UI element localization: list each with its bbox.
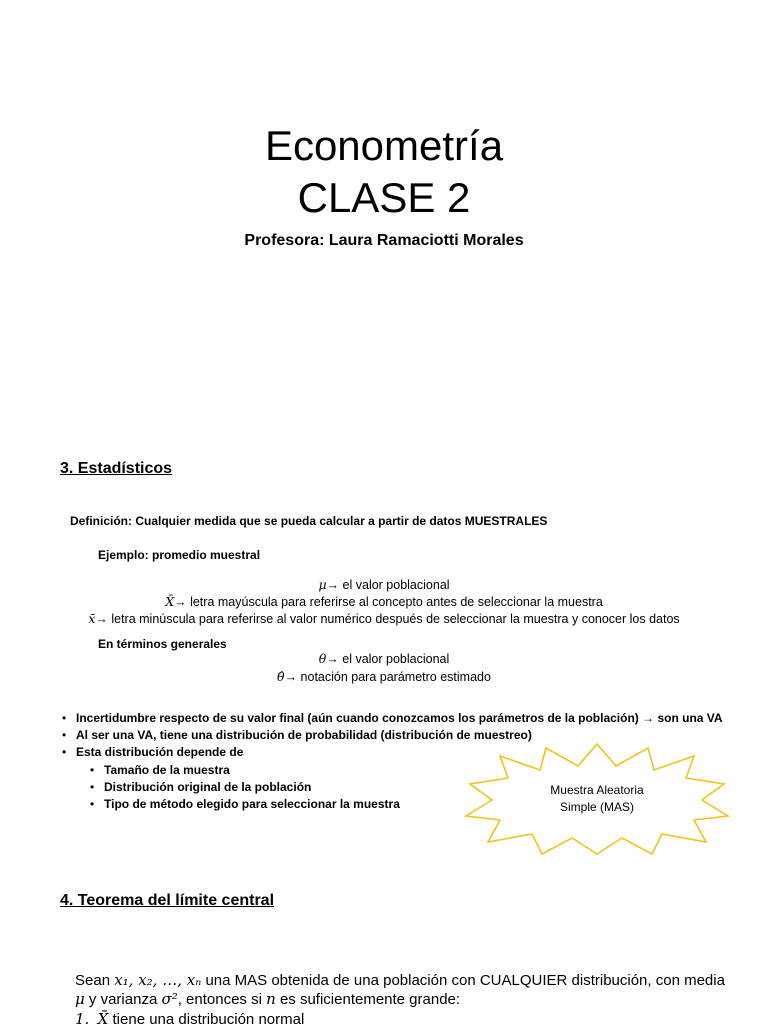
- bullet-glyph: •: [90, 780, 95, 794]
- author-line: Profesora: Laura Ramaciotti Morales: [244, 232, 524, 249]
- sub-bullet-item: • Distribución original de la población: [90, 780, 312, 794]
- example-label: Ejemplo: promedio muestral: [98, 548, 261, 562]
- slide-subtitle-class: CLASE 2: [297, 174, 471, 221]
- theorem-line-2: μ y varianza σ², entonces si n es suficientemente grande:: [75, 990, 461, 1008]
- bullet-glyph: •: [62, 728, 67, 742]
- note-x-upper: X̄→ letra mayúscula para referirse al concepto antes de seleccionar la muestra: [165, 594, 603, 609]
- theorem-line-1: Sean x₁, x₂, …, xₙ una MAS obtenida de una población con CUALQUIER distribución, con media: [75, 971, 725, 989]
- note-theta: θ→ el valor poblacional: [318, 651, 450, 666]
- starburst-label: Muestra Aleatoria Simple (MAS): [550, 783, 644, 814]
- section-heading-tlc: 4. Teorema del límite central: [60, 892, 275, 909]
- sub-bullet-item: • Tipo de método elegido para seleccionar la muestra: [90, 797, 400, 811]
- bullet-glyph: •: [90, 797, 95, 811]
- note-mu: μ→ el valor poblacional: [318, 577, 450, 592]
- slide-title: Econometría: [264, 122, 504, 169]
- section-heading-estadisticos: 3. Estadísticos: [60, 460, 173, 477]
- bullet-glyph: •: [62, 745, 67, 759]
- sub-bullet-item: • Tamaño de la muestra: [90, 763, 230, 777]
- theorem-item-1: 1. X̄ tiene una distribución normal: [75, 1010, 305, 1028]
- bullet-item: • Incertidumbre respecto de su valor final (aún cuando conozcamos los parámetros de la población) → son una VA: [62, 711, 723, 725]
- note-x-lower: x̄→ letra minúscula para referirse al valor numérico después de seleccionar la muestra y conocer los datos: [88, 611, 680, 626]
- bullet-glyph: •: [90, 763, 95, 777]
- general-label: En términos generales: [98, 637, 227, 651]
- note-theta-hat: θ̂→ notación para parámetro estimado: [277, 669, 491, 684]
- bullet-glyph: •: [62, 711, 67, 725]
- definition-text: Definición: Cualquier medida que se pueda calcular a partir de datos MUESTRALES: [70, 514, 548, 528]
- bullet-item: • Al ser una VA, tiene una distribución de probabilidad (distribución de muestreo): [62, 728, 532, 742]
- bullet-item: • Esta distribución depende de: [62, 745, 244, 759]
